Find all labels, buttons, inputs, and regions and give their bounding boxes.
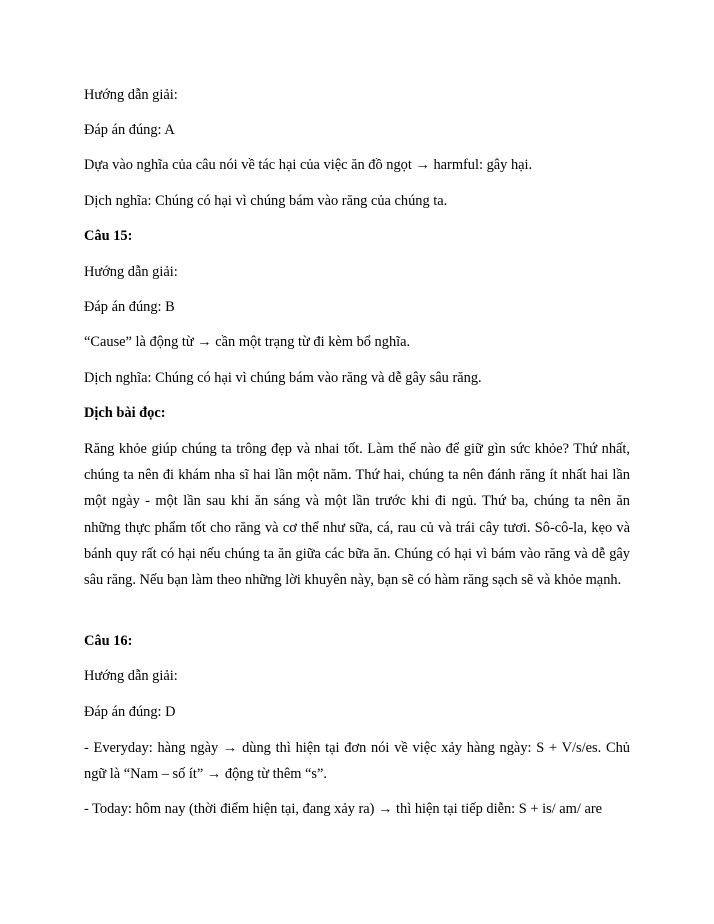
- explanation-15: “Cause” là động từ → cần một trạng từ đi kèm bổ nghĩa.: [84, 334, 411, 350]
- hint-label-15: Hướng dẫn giải:: [84, 264, 178, 280]
- translation-15: Dịch nghĩa: Chúng có hại vì chúng bám vào răng và dễ gây sâu răng.: [84, 370, 482, 386]
- question-15-heading: Câu 15:: [84, 228, 133, 244]
- reading-translation-paragraph: Răng khỏe giúp chúng ta trông đẹp và nhai tốt. Làm thế nào để giữ gìn sức khỏe? Thứ nhất, chúng ta nên đi khám nha sĩ hai lần một năm. Thứ hai, chúng ta nên đánh răng ít nhất hai lần một ngày - một lần sau khi ăn sáng và một lần trước khi đi ngủ. Thứ ba, chúng ta nên ăn những thực phẩm tốt cho răng và cơ thể như sữa, cá, rau củ và trái cây tươi. Sô-cô-la, kẹo và bánh quy rất có hại nếu chúng ta ăn giữa các bữa ăn. Chúng có hại vì bám vào răng và dễ gây sâu răng. Nếu bạn làm theo những lời khuyên này, bạn sẽ có hàm răng sạch sẽ và khỏe mạnh.: [84, 441, 630, 589]
- hint-label-14: Hướng dẫn giải:: [84, 87, 178, 103]
- explanation-14: Dựa vào nghĩa của câu nói về tác hại của việc ăn đồ ngọt → harmful: gây hại.: [84, 157, 533, 173]
- answer-14: Đáp án đúng: A: [84, 122, 175, 138]
- hint-label-16: Hướng dẫn giải:: [84, 668, 178, 684]
- question-16-heading: Câu 16:: [84, 633, 133, 649]
- explanation-16-today: - Today: hôm nay (thời điểm hiện tại, đang xảy ra) → thì hiện tại tiếp diễn: S + is/ am/ are: [84, 801, 603, 817]
- reading-translation-heading: Dịch bài đọc:: [84, 405, 166, 421]
- explanation-16-everyday: - Everyday: hàng ngày → dùng thì hiện tại đơn nói về việc xảy hàng ngày: S + V/s/es. Chủ ngữ là “Nam – số ít” → động từ thêm “s”.: [84, 740, 630, 783]
- translation-14: Dịch nghĩa: Chúng có hại vì chúng bám vào răng của chúng ta.: [84, 193, 448, 209]
- answer-16: Đáp án đúng: D: [84, 704, 176, 720]
- answer-15: Đáp án đúng: B: [84, 299, 175, 315]
